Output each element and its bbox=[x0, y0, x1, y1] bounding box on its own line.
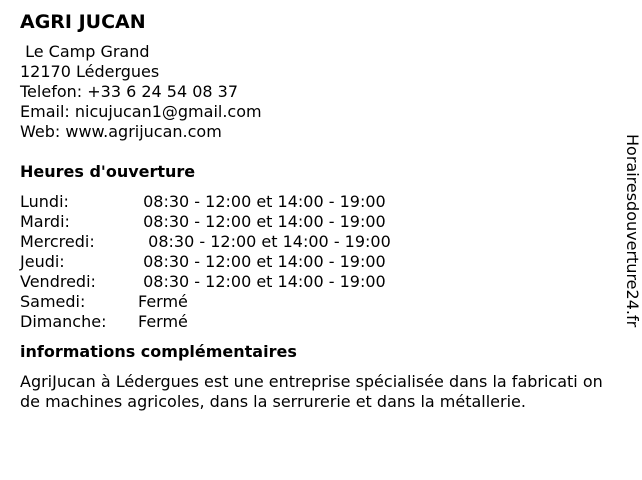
address-street: Le Camp Grand bbox=[20, 42, 150, 61]
hours-row-tuesday bbox=[20, 212, 620, 232]
business-card bbox=[20, 10, 620, 412]
hours-row-saturday bbox=[20, 292, 620, 312]
day-label: Mercredi: bbox=[20, 232, 95, 251]
business-description: AgriJucan à Lédergues est une entreprise spécialisée dans la fabricati on de machines agricoles, dans la serrurerie et dans la métallerie. bbox=[20, 372, 603, 411]
hours-value: 08:30 - 12:00 et 14:00 - 19:00 bbox=[138, 212, 386, 231]
hours-value: Fermé bbox=[138, 292, 188, 311]
day-label: Samedi: bbox=[20, 292, 86, 311]
email-line: Email: nicujucan1@gmail.com bbox=[20, 102, 262, 121]
hours-row-sunday bbox=[20, 312, 620, 332]
hours-value: 08:30 - 12:00 et 14:00 - 19:00 bbox=[138, 192, 386, 211]
web-line: Web: www.agrijucan.com bbox=[20, 122, 222, 141]
hours-value: 08:30 - 12:00 et 14:00 - 19:00 bbox=[138, 272, 386, 291]
day-label: Lundi: bbox=[20, 192, 69, 211]
site-watermark: Horairesdouverture24.fr bbox=[623, 134, 642, 328]
business-name: AGRI JUCAN bbox=[20, 11, 146, 33]
opening-hours-table bbox=[20, 192, 620, 332]
address-city: 12170 Lédergues bbox=[20, 62, 160, 81]
additional-info-heading: informations complémentaires bbox=[20, 342, 297, 361]
hours-row-wednesday bbox=[20, 232, 620, 252]
opening-hours-heading: Heures d'ouverture bbox=[20, 162, 196, 181]
day-label: Vendredi: bbox=[20, 272, 96, 291]
hours-value: Fermé bbox=[138, 312, 188, 331]
phone-line: Telefon: +33 6 24 54 08 37 bbox=[20, 82, 239, 101]
hours-row-thursday bbox=[20, 252, 620, 272]
day-label: Dimanche: bbox=[20, 312, 107, 331]
day-label: Mardi: bbox=[20, 212, 70, 231]
hours-row-monday bbox=[20, 192, 620, 212]
hours-value: 08:30 - 12:00 et 14:00 - 19:00 bbox=[138, 252, 386, 271]
day-label: Jeudi: bbox=[20, 252, 65, 271]
hours-value: 08:30 - 12:00 et 14:00 - 19:00 bbox=[138, 232, 391, 251]
hours-row-friday bbox=[20, 272, 620, 292]
